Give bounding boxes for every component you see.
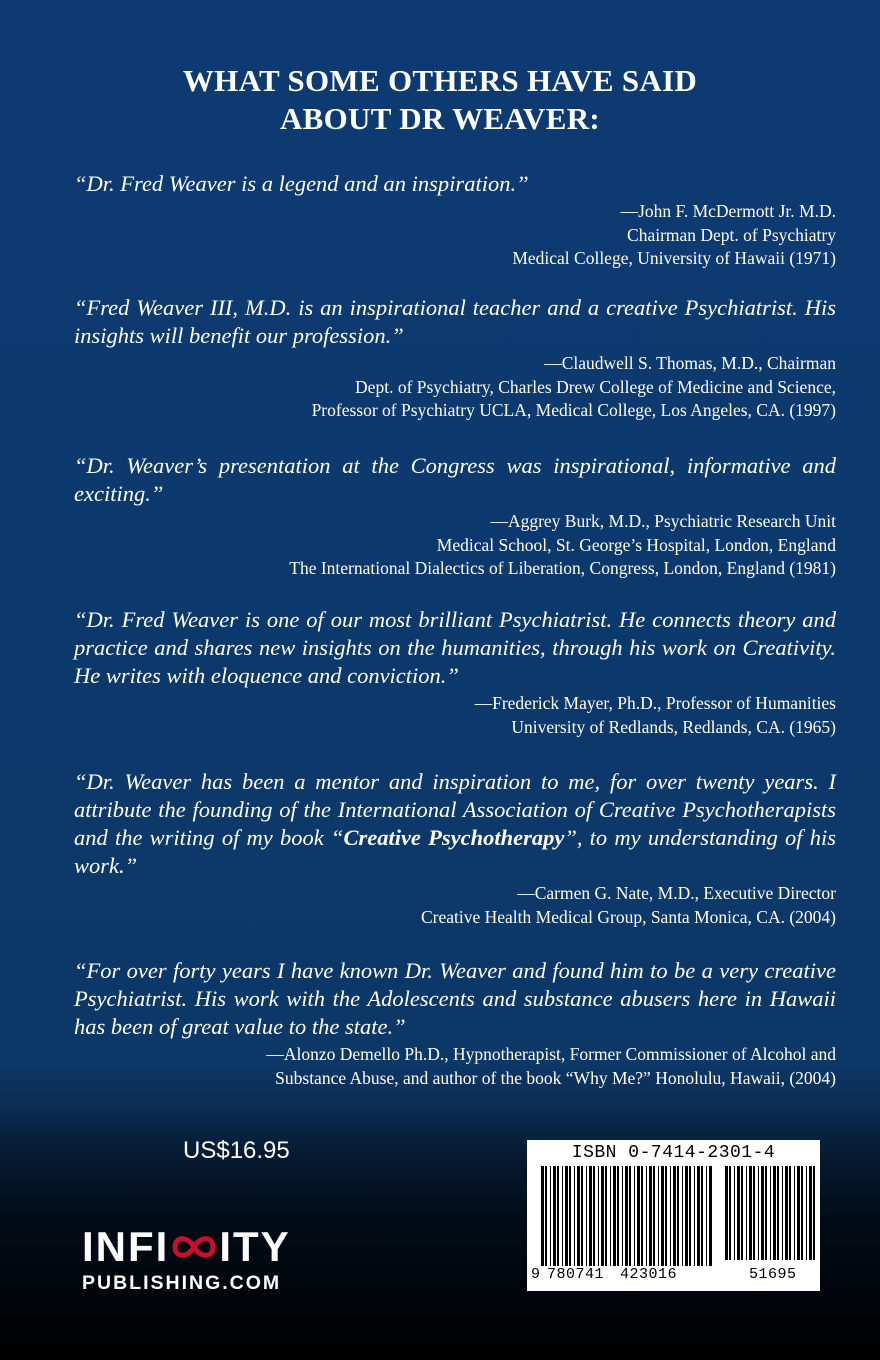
barcode-bar <box>789 1166 791 1260</box>
testimonial-attribution <box>74 510 836 581</box>
testimonial-1 <box>74 170 836 271</box>
barcode-bar <box>641 1166 643 1266</box>
barcode-bar <box>646 1166 647 1266</box>
barcode-bar <box>794 1166 795 1260</box>
barcode-bar <box>746 1166 747 1260</box>
barcode-bar <box>709 1166 712 1266</box>
attribution-line: The International Dialectics of Liberation, Congress, London, England (1981) <box>289 558 836 578</box>
barcode-bar <box>685 1166 688 1266</box>
attribution-line: —Claudwell S. Thomas, M.D., Chairman <box>544 353 836 373</box>
testimonial-quote: “Fred Weaver III, M.D. is an inspirational teacher and a creative Psychiatrist. His insights will benefit our profession.” <box>74 295 836 348</box>
barcode-bar <box>649 1166 652 1266</box>
barcode-bar <box>562 1166 563 1266</box>
attribution-line: Substance Abuse, and author of the book “Why Me?” Honolulu, Hawaii, (2004) <box>275 1067 836 1088</box>
testimonial-4 <box>74 606 836 739</box>
barcode-bar <box>629 1166 631 1266</box>
testimonial-quote: “Dr. Fred Weaver is one of our most brilliant Psychiatrist. He connects theory and practice and shares new insights on the humanities, through his work on Creativity. He writes with eloquence and conviction.” <box>74 607 836 688</box>
barcode-bar <box>634 1166 635 1266</box>
logo-text-end: ITY <box>219 1223 291 1270</box>
barcode-bar <box>729 1166 731 1260</box>
barcode-bar <box>670 1166 671 1266</box>
testimonial-3 <box>74 452 836 581</box>
testimonial-quote <box>74 768 836 880</box>
barcode-bar <box>550 1166 551 1266</box>
barcode-bar <box>553 1166 556 1266</box>
barcode-bar <box>637 1166 640 1266</box>
testimonial-attribution <box>74 692 836 739</box>
testimonial-attribution <box>74 882 836 929</box>
barcode-bar <box>569 1166 571 1266</box>
attribution-line: —John F. McDermott Jr. M.D. <box>620 201 836 221</box>
barcode-bar <box>586 1166 587 1266</box>
barcode-bar <box>725 1166 728 1260</box>
barcode-bar <box>557 1166 559 1266</box>
quote-text-start: “Dr. Weaver has been a mentor and inspiration to me, for over twenty years. I attribute the founding of the International Association of Creative Psychotherapists and the writing of my book “ <box>74 769 836 850</box>
testimonial-attribution <box>74 200 836 271</box>
barcode-bar <box>617 1166 619 1266</box>
infinity-symbol-icon <box>171 1232 217 1262</box>
barcode-right-digits: 423016 <box>620 1266 678 1283</box>
barcode-bar <box>737 1166 740 1260</box>
logo-subtitle: PUBLISHING.COM <box>82 1272 282 1294</box>
barcode-bar <box>806 1166 807 1260</box>
attribution-line: Chairman Dept. of Psychiatry <box>627 224 836 245</box>
barcode-bar <box>741 1166 743 1260</box>
attribution-line: Medical College, University of Hawaii (1971) <box>512 248 836 268</box>
heading-line-2: ABOUT DR WEAVER: <box>279 101 601 136</box>
barcode-bar <box>565 1166 568 1266</box>
attribution-line: Medical School, St. George’s Hospital, London, England <box>436 534 836 555</box>
logo-wordmark <box>82 1223 412 1270</box>
barcode-bar <box>574 1166 575 1266</box>
barcode-bar <box>785 1166 788 1260</box>
barcode-bar <box>797 1166 800 1260</box>
attribution-line: University of Redlands, Redlands, CA. (1965) <box>511 716 836 737</box>
barcode-addon-digits: 51695 <box>749 1266 797 1283</box>
barcode-bar <box>694 1166 695 1266</box>
quote-text-end: ”, to my understanding of his work.” <box>74 825 836 878</box>
barcode-bars <box>527 1166 820 1266</box>
barcode-bar <box>661 1166 664 1266</box>
barcode-bar <box>581 1166 583 1266</box>
testimonial-attribution <box>74 1043 836 1090</box>
barcode-bar <box>782 1166 783 1260</box>
barcode-bar <box>653 1166 655 1266</box>
barcode-bar <box>801 1166 803 1260</box>
barcode-bar <box>809 1166 812 1260</box>
barcode-bar <box>665 1166 667 1266</box>
barcode-bar <box>658 1166 659 1266</box>
barcode-bar <box>765 1166 767 1260</box>
barcode-bar <box>701 1166 703 1266</box>
barcode-bar <box>605 1166 607 1266</box>
barcode-bar <box>773 1166 776 1260</box>
heading-line-1: WHAT SOME OTHERS HAVE SAID <box>182 63 698 98</box>
barcode-bar <box>593 1166 595 1266</box>
attribution-line: —Frederick Mayer, Ph.D., Professor of Humanities <box>474 693 836 713</box>
barcode-bar <box>706 1166 707 1266</box>
barcode-bar <box>601 1166 604 1266</box>
barcode-bar <box>613 1166 616 1266</box>
barcode-bar <box>761 1166 764 1260</box>
barcode-left-digits: 780741 <box>547 1266 605 1283</box>
attribution-line: Dept. of Psychiatry, Charles Drew College of Medicine and Science, <box>355 376 836 397</box>
barcode-bar <box>610 1166 611 1266</box>
testimonial-2 <box>74 294 836 423</box>
price-label: US$16.95 <box>183 1137 290 1164</box>
barcode-bar <box>813 1166 815 1260</box>
attribution-line: —Aggrey Burk, M.D., Psychiatric Research Unit <box>490 511 836 531</box>
barcode-bar <box>758 1166 759 1260</box>
barcode-bar <box>541 1166 544 1266</box>
barcode-bar <box>753 1166 755 1260</box>
back-cover-heading <box>0 62 880 138</box>
testimonial-quote: “For over forty years I have known Dr. Weaver and found him to be a very creative Psychiatrist. His work with the Adolescents and substance abusers here in Hawaii has been of great value to the state.” <box>74 958 836 1039</box>
barcode-bar <box>589 1166 592 1266</box>
logo-text-start: INFI <box>82 1223 170 1270</box>
attribution-line: —Carmen G. Nate, M.D., Executive Director <box>517 883 836 903</box>
barcode-bar <box>697 1166 700 1266</box>
testimonial-quote: “Dr. Fred Weaver is a legend and an inspiration.” <box>74 171 529 196</box>
barcode-bar <box>625 1166 628 1266</box>
isbn-number: ISBN 0-7414-2301-4 <box>571 1143 776 1163</box>
barcode-bar <box>749 1166 752 1260</box>
testimonial-6 <box>74 957 836 1090</box>
testimonial-5 <box>74 768 836 929</box>
testimonial-attribution <box>74 352 836 423</box>
barcode-bar <box>677 1166 679 1266</box>
book-title: Creative Psychotherapy <box>343 825 565 850</box>
barcode-bar <box>689 1166 691 1266</box>
barcode-bar <box>598 1166 599 1266</box>
barcode-bar <box>777 1166 779 1260</box>
attribution-line: Professor of Psychiatry UCLA, Medical College, Los Angeles, CA. (1997) <box>311 400 836 420</box>
attribution-line: Creative Health Medical Group, Santa Monica, CA. (2004) <box>420 906 836 927</box>
barcode-bar <box>577 1166 580 1266</box>
testimonial-quote: “Dr. Weaver’s presentation at the Congress was inspirational, informative and exciting.” <box>74 453 836 506</box>
attribution-line: —Alonzo Demello Ph.D., Hypnotherapist, Former Commissioner of Alcohol and <box>266 1044 836 1064</box>
barcode-bar <box>682 1166 683 1266</box>
barcode-bar <box>622 1166 623 1266</box>
barcode-first-digit: 9 <box>531 1266 541 1283</box>
barcode-bar <box>673 1166 676 1266</box>
barcode-bar <box>545 1166 547 1266</box>
barcode-bar <box>770 1166 771 1260</box>
publisher-logo <box>82 1223 412 1295</box>
barcode-bar <box>734 1166 735 1260</box>
isbn-barcode <box>527 1140 820 1291</box>
